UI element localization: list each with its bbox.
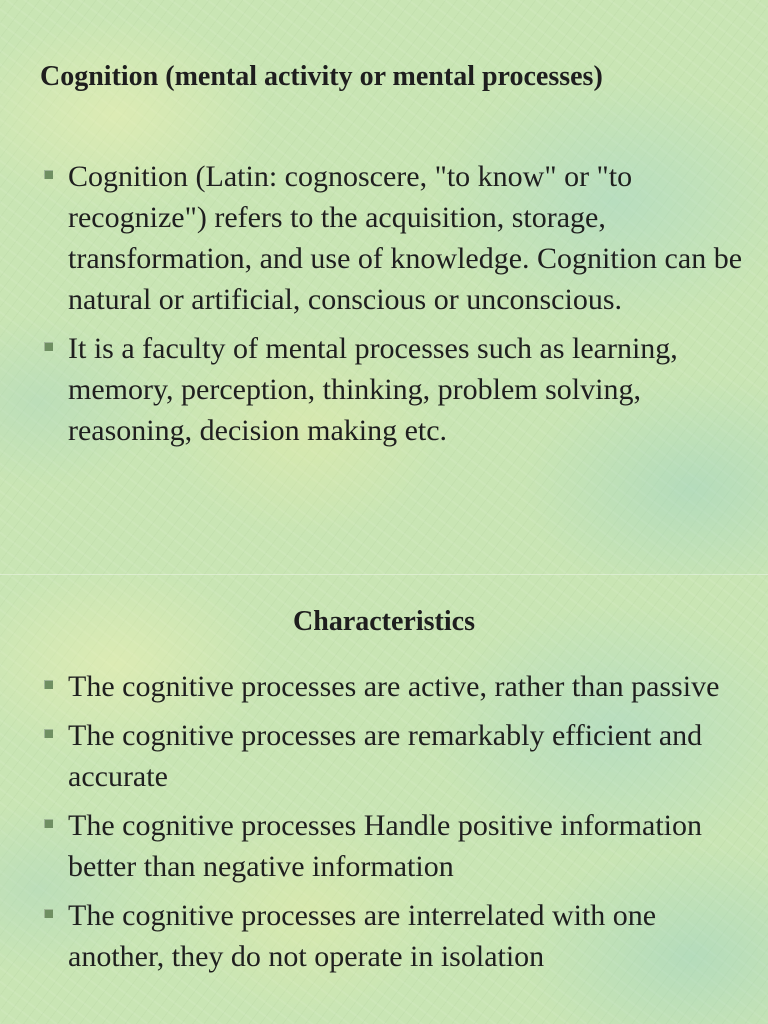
bullet-text: It is a faculty of mental processes such as learning, memory, perception, thinking, problem solving, reasoning, decision making etc.: [68, 332, 678, 447]
slide-characteristics: [0, 575, 768, 1024]
slide-title: Cognition (mental activity or mental processes): [40, 61, 603, 92]
bullet-text: The cognitive processes Handle positive information better than negative information: [68, 809, 702, 883]
bullet-text: The cognitive processes are active, rather than passive: [68, 670, 720, 703]
bullet-text: Cognition (Latin: cognoscere, "to know" or "to recognize") refers to the acquisition, storage, transformation, and use of knowledge. Cognition can be natural or artificial, conscious or unconscious.: [68, 160, 743, 316]
bullet-item: [0, 666, 744, 707]
square-bullet-icon: [44, 342, 53, 351]
bullet-item: [0, 715, 744, 797]
bullet-item: [0, 328, 744, 451]
slide-title: Characteristics: [293, 606, 475, 637]
square-bullet-icon: [44, 729, 53, 738]
bullet-list: [0, 156, 744, 459]
square-bullet-icon: [44, 819, 53, 828]
bullet-item: [0, 805, 744, 887]
square-bullet-icon: [44, 170, 53, 179]
bullet-text: The cognitive processes are interrelated with one another, they do not operate in isolation: [68, 899, 657, 973]
bullet-item: [0, 895, 744, 977]
square-bullet-icon: [44, 909, 53, 918]
square-bullet-icon: [44, 680, 53, 689]
bullet-text: The cognitive processes are remarkably efficient and accurate: [68, 719, 703, 793]
bullet-list: [0, 666, 744, 985]
bullet-item: [0, 156, 744, 320]
